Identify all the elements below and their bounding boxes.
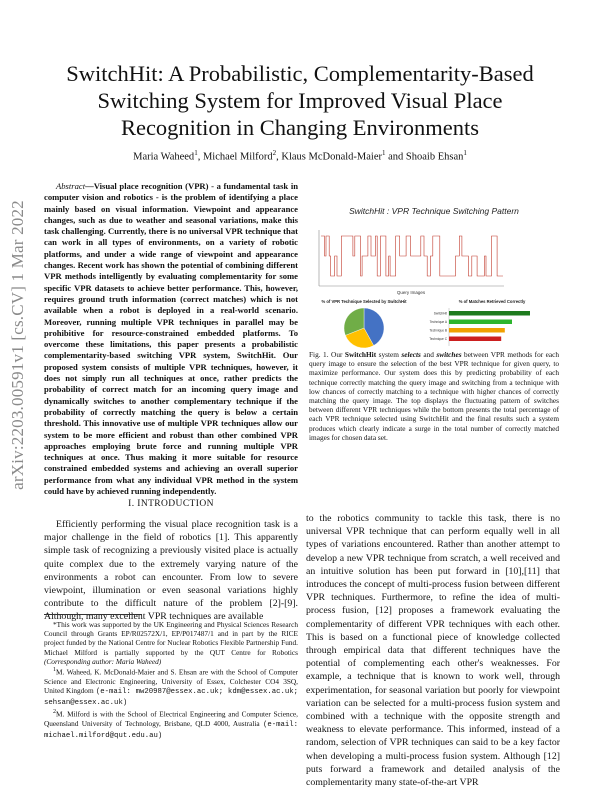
pie-chart [321,299,407,348]
title-line: Recognition in Changing Environments [120,115,480,140]
section-heading: I. INTRODUCTION [128,499,214,509]
abstract-label: Abstract [56,181,86,191]
title-line: Switching System for Improved Visual Place [97,88,503,113]
arxiv-stamp: arXiv:2203.00591v1 [cs.CV] 1 Mar 2022 [8,200,28,490]
abstract [44,181,298,497]
figure-caption: Fig. 1. Our SwitchHit system selects and switches between VPR methods for each query image to ensure the selection of the best VPR technique for given query, to maximize performance. Our system does this by predicting probability of each technique correctly matching the query image and switching from a technique with low chances of correctly matching to a technique with higher chances of correctly matching the query image. The top displays the fluctuating pattern of switches between different VPR techniques while the bottom presents the total percentage of each VPR technique selected using SwitchHit and the final results such a system produces which clearly indicate a surge in the total number of correctly matched images for chosen data set. [309,350,560,442]
caption-label: Fig. 1. [309,350,329,359]
switching-pattern-series [321,236,503,276]
bar-marks [429,311,530,341]
footnote-affiliation-1: $^1$M. Waheed, K. McDonald-Maier and S. Ehsan are with the School of Computer Science and Electronic Engineering, University of Essex, Colchester CO4 3SQ, United Kingdom (e-mail: mw20987@essex.ac.uk; kdm@essex.ac.uk; sehsan@essex.ac.uk) [44,667,298,708]
intro-paragraph-left: Efficiently performing the visual place recognition task is a major challenge in the field of robotics [1]. This apparently simple task of recognizing a previously visited place is actually quite complex due to the extremely varying nature of the environments a robot can encounter. From low to severe viewpoint, illumination or even seasonal variations highly contribute to the difficult nature of the problem [2]-[9]. Although, many excellent VPR techniques are available [44,519,298,623]
paper-title [40,60,560,141]
bar-category-label: SwitchHit [433,311,447,316]
email: (e-mail: mw20987@essex.ac.uk; kdm@essex.ac.uk; sehsan@essex.ac.uk) [44,687,298,708]
bar-chart-title: % of Matches Retrieved Correctly [458,299,526,304]
footnote-affiliation-2: $^2$M. Milford is with the School of Electrical Engineering and Computer Science, Queensland University of Technology, Brisbane, QLD 4000, Australia (e-mail: michael.milford@qut.edu.au) [44,709,298,741]
bar [449,337,501,342]
email: (e-mail: michael.milford@qut.edu.au) [44,720,298,741]
footnote-funding: *This work was supported by the UK Engineering and Physical Sciences Research Council through Grants EP/R02572X/1, EP/P017487/1 and in part by the RICE project funded by the National Centre for Nuclear Robotics Flexible Partnership Fund. Michael Milford is partially supported by the QUT Centre for Robotics (Corresponding author: Maria Waheed) [44,620,298,666]
line-chart [319,230,504,295]
pie-slices [344,308,384,348]
author-name: Shoaib Ehsan [405,151,464,163]
author-name: Michael Milford [202,151,273,163]
author-name: Klaus McDonald-Maier [281,151,382,163]
bar-category-label: Technique A [429,320,447,325]
intro-paragraph-right: to the robotics community to tackle this task, there is no universal VPR technique that can perform equally well in all types of variations encountered. Rather than another attempt to develop a new VPR technique from scratch, a well received and an intuitive solution has been put forward in [10],[11] that introduces the concept of multi-process fusion between different VPR techniques. Furthermore, to refine the idea of multi-process fusion, [12] proposes a framework evaluating the complementarity of different VPR techniques with each other. This is based on a functional piece of knowledge collected through empirical data that different techniques have the potential of complementing each other's weaknesses. For example, a technique that is known to work well, through experimentation, for seasonal variation but poorly for viewpoint variation can be selected for a multi-process fusion system and combined with a technique with the opposite strength and weakness to elevate performance. This informed, instead of a random, selection of VPR techniques can said to be a key factor when developing a multi-process fusion system. Although [12] puts forward a framework and detailed analysis of the complementarity many state-of-the-art VPR [306,513,560,789]
abstract-text: —Visual place recognition (VPR) - a fundamental task in computer vision and robotics - is the problem of identifying a place mainly based on visual information. Viewpoint and appearance changes, such as due to weather and seasonal variations, make this task challenging. Currently, there is no universal VPR technique that can work in all types of environments, on a variety of robotic platforms, and under a wide range of viewpoint and appearance changes. Recent work has shown the potential of combining different VPR methods intelligently by evaluating complementarity for some specific VPR datasets to achieve better performance. This, however, requires ground truth information (correct matches) which is not available when a robot is deployed in a real-world scenario. Moreover, running multiple VPR techniques in parallel may be prohibitive for resource-constrained embedded platforms. To overcome these limitations, this paper presents a probabilistic complementarity-based switching VPR system, SwitchHit. Our proposed system consists of multiple VPR techniques, however, it does not simply run all techniques at once, rather predicts the probability of correct match for an incoming query image and dynamically switches to another complementary technique if the probability of correctly matching the query is below a certain threshold. This innovative use of multiple VPR techniques allow our system to be more efficient and robust than other combined VPR approaches employing brute force and running multiple VPR techniques at once. Thus making it more suitable for resource constrained embedded systems and achieving an overall superior performance from what any individual VPR method in the system could have by achieved running independently. [44,181,298,497]
footnotes [44,620,298,741]
line-chart-xlabel: Query Images [396,290,426,295]
bar-chart [429,299,530,346]
bar [449,328,505,333]
title-line: SwitchHit: A Probabilistic, Complementarity-Based [66,61,534,86]
bar-category-label: Technique C [429,337,447,342]
bar-category-label: Technique B [429,328,447,333]
bar [449,311,530,316]
bar [449,320,512,325]
author-list: Maria Waheed$^1$, Michael Milford$^2$, Klaus McDonald-Maier$^1$ and Shoaib Ehsan$^1$ [133,149,467,163]
pie-chart-title: % of VPR Technique Selected by SwitchHit [321,299,407,304]
footnote-rule [44,614,142,615]
line-chart-title: SwitchHit : VPR Technique Switching Pattern [349,206,519,216]
author-name: Maria Waheed [133,151,195,163]
